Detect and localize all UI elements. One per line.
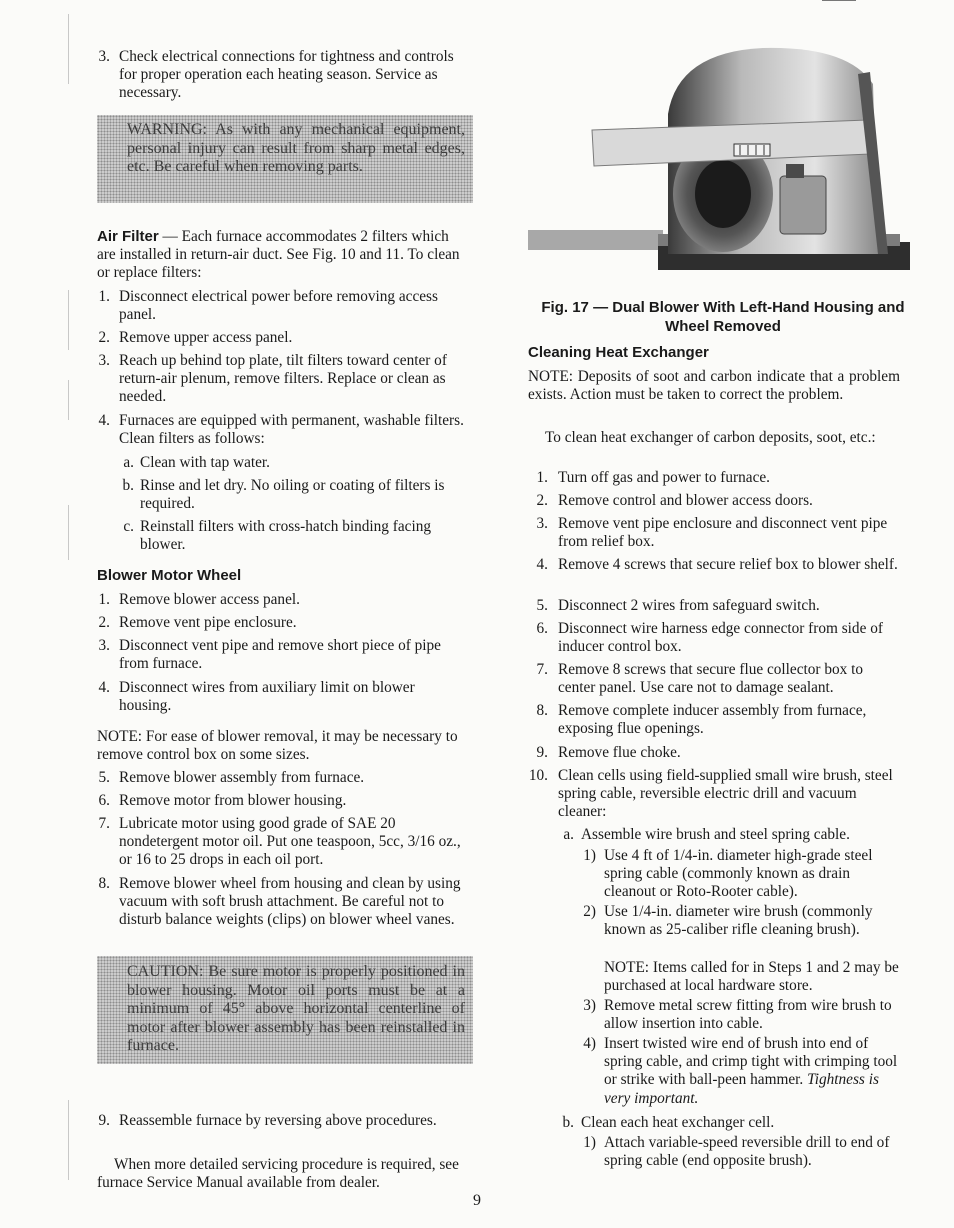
list-number: 3.	[98, 48, 110, 65]
sublist-item-text: Clean with tap water.	[140, 454, 270, 471]
list-number: 4)	[583, 1035, 596, 1052]
sublist-item-main: Insert twisted wire end of brush into end of spring cable, and crimp tight with crimping tool or strike with ball-peen hammer.	[604, 1035, 898, 1089]
list-number: 7.	[98, 815, 110, 832]
list-number: 2.	[98, 614, 110, 631]
margin-mark	[68, 14, 69, 84]
list-item-text: Remove vent pipe enclosure.	[119, 614, 297, 631]
list-number: 4.	[98, 679, 110, 696]
air-filter-intro	[97, 228, 469, 283]
list-letter: b.	[122, 477, 134, 494]
list-item-text: Remove blower assembly from furnace.	[119, 769, 365, 786]
margin-mark	[68, 290, 69, 350]
section-heading-cleaning: Cleaning Heat Exchanger	[528, 344, 709, 361]
list-number: 5.	[98, 769, 110, 786]
warning-text: WARNING: As with any mechanical equipment, personal injury can result from sharp metal edges, etc. Be careful when removing parts.	[127, 121, 465, 175]
list-item-text: Disconnect wire harness edge connector from side of inducer control box.	[558, 620, 883, 656]
sublist-item-text: Use 4 ft of 1/4-in. diameter high-grade steel spring cable (commonly known as drain cleanout or Roto-Rooter cable).	[604, 847, 873, 901]
cleaning-intro: To clean heat exchanger of carbon deposits, soot, etc.:	[545, 429, 876, 446]
sublist-item-text	[604, 1035, 900, 1108]
list-item-text: Remove complete inducer assembly from furnace, exposing flue openings.	[558, 702, 867, 738]
section-heading-air-filter: Air Filter	[97, 228, 159, 245]
sublist-item-text: Use 1/4-in. diameter wire brush (commonly known as 25-caliber rifle cleaning brush).	[604, 903, 873, 939]
list-number: 6.	[98, 792, 110, 809]
cleaning-note: NOTE: Deposits of soot and carbon indicate that a problem exists. Action must be taken to correct the problem.	[528, 368, 900, 404]
air-filter-intro-text: — Each furnace accommodates 2 filters which are installed in return-air duct. See Fig. 10 and 11. To clean or replace filters:	[97, 228, 460, 282]
list-number: 9.	[98, 1112, 110, 1129]
sublist-item-text: Reinstall filters with cross-hatch binding facing blower.	[140, 518, 431, 554]
sublist-item-text: Attach variable-speed reversible drill to end of spring cable (end opposite brush).	[604, 1134, 890, 1170]
list-number: 2.	[98, 329, 110, 346]
margin-mark	[68, 505, 69, 560]
list-number: 3.	[536, 515, 548, 532]
list-item-text: Clean cells using field-supplied small wire brush, steel spring cable, reversible electric drill and vacuum cleaner:	[558, 767, 893, 821]
list-number: 7.	[536, 661, 548, 678]
list-item-text: Turn off gas and power to furnace.	[558, 469, 770, 486]
list-item-text: Lubricate motor using good grade of SAE 20 nondetergent motor oil. Put one teaspoon, 5cc, 3/16 oz., or 16 to 25 drops in each oil port.	[119, 815, 461, 869]
caution-box	[97, 956, 473, 1064]
list-number: 8.	[98, 875, 110, 892]
sublist-item-text: Remove metal screw fitting from wire brush to allow insertion into cable.	[604, 997, 892, 1033]
tightness-emphasis: Tightness is very important.	[604, 1071, 879, 1107]
list-number: 8.	[536, 702, 548, 719]
list-item-text: Furnaces are equipped with permanent, washable filters. Clean filters as follows:	[119, 412, 464, 448]
warning-box	[97, 115, 473, 203]
list-number: 5.	[536, 597, 548, 614]
list-number: 3.	[98, 637, 110, 654]
list-number: 2)	[583, 903, 596, 920]
blower-photo	[528, 44, 910, 272]
sublist-note: NOTE: Items called for in Steps 1 and 2 may be purchased at local hardware store.	[604, 959, 899, 995]
sublist-item-text: Assemble wire brush and steel spring cable.	[581, 826, 850, 843]
list-number: 4.	[536, 556, 548, 573]
list-item-text: Remove blower access panel.	[119, 591, 300, 608]
list-letter: a.	[123, 454, 134, 471]
list-item-text: Disconnect 2 wires from safeguard switch.	[558, 597, 820, 614]
top-rule	[822, 0, 856, 1]
list-letter: c.	[123, 518, 134, 535]
list-number: 3.	[98, 352, 110, 369]
list-letter: b.	[562, 1114, 574, 1131]
list-item-text: Disconnect wires from auxiliary limit on blower housing.	[119, 679, 415, 715]
margin-mark	[68, 1100, 69, 1180]
list-number: 9.	[536, 744, 548, 761]
list-item-text: Reach up behind top plate, tilt filters toward center of return-air plenum, remove filters. Replace or clean as needed.	[119, 352, 447, 406]
list-number: 2.	[536, 492, 548, 509]
list-item-text: Remove flue choke.	[558, 744, 681, 761]
list-item-text: Remove vent pipe enclosure and disconnect vent pipe from relief box.	[558, 515, 888, 551]
page-number: 9	[473, 1192, 481, 1209]
list-item-text: Remove motor from blower housing.	[119, 792, 347, 809]
figure-caption: Fig. 17 — Dual Blower With Left-Hand Housing and Wheel Removed	[541, 299, 905, 335]
list-item-text: Check electrical connections for tightness and controls for proper operation each heating season. Service as necessary.	[119, 48, 454, 102]
list-letter: a.	[563, 826, 574, 843]
margin-mark	[68, 380, 69, 420]
blower-note: NOTE: For ease of blower removal, it may be necessary to remove control box on some sizes.	[97, 728, 458, 764]
section-heading-blower: Blower Motor Wheel	[97, 567, 242, 584]
closing-paragraph: When more detailed servicing procedure is required, see furnace Service Manual available from dealer.	[97, 1156, 459, 1192]
sublist-item-text: Rinse and let dry. No oiling or coating of filters is required.	[140, 477, 445, 513]
list-item-text: Remove control and blower access doors.	[558, 492, 813, 509]
list-number: 6.	[536, 620, 548, 637]
list-number: 4.	[98, 412, 110, 429]
list-item-text: Reassemble furnace by reversing above procedures.	[119, 1112, 437, 1129]
list-number: 1.	[98, 288, 110, 305]
caution-text: CAUTION: Be sure motor is properly positioned in blower housing. Motor oil ports must be at a minimum of 45° above horizontal centerline of motor after blower assembly has been reinstalled in furnace.	[127, 963, 465, 1054]
list-number: 1.	[98, 591, 110, 608]
list-item-text: Disconnect vent pipe and remove short piece of pipe from furnace.	[119, 637, 441, 673]
list-item-text: Remove blower wheel from housing and clean by using vacuum with soft brush attachment. Be careful not to disturb balance weights (clips) on blower wheel vanes.	[119, 875, 461, 929]
sublist-item-text: Clean each heat exchanger cell.	[581, 1114, 775, 1131]
list-item-text: Disconnect electrical power before removing access panel.	[119, 288, 438, 324]
list-number: 10.	[528, 767, 548, 784]
list-number: 1)	[583, 847, 596, 864]
list-item-text: Remove upper access panel.	[119, 329, 293, 346]
list-item-text: Remove 8 screws that secure flue collector box to center panel. Use care not to damage sealant.	[558, 661, 863, 697]
list-item-text: Remove 4 screws that secure relief box to blower shelf.	[558, 556, 898, 573]
list-number: 3)	[583, 997, 596, 1014]
list-number: 1.	[536, 469, 548, 486]
list-number: 1)	[583, 1134, 596, 1151]
